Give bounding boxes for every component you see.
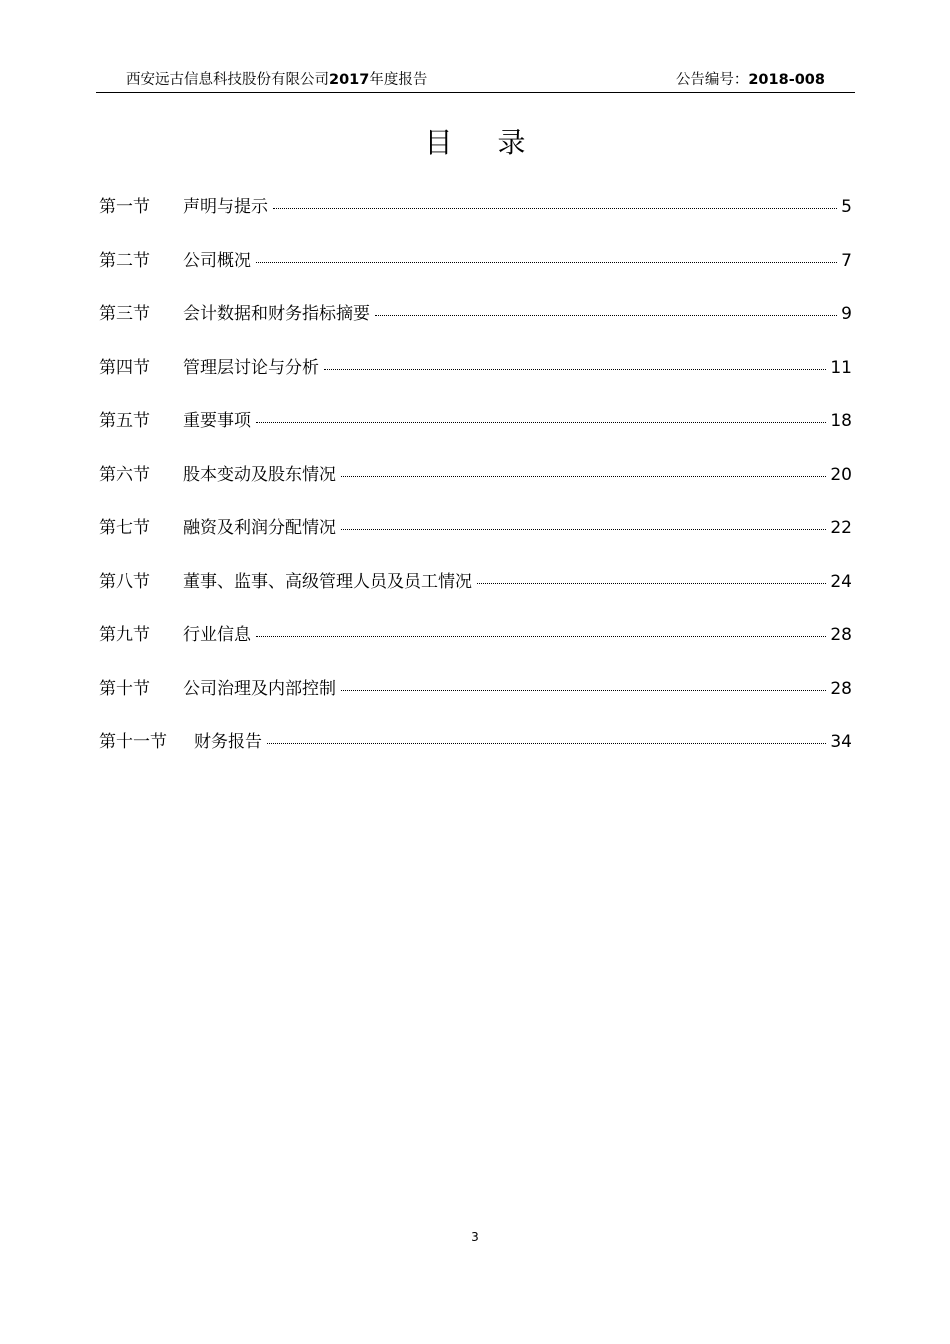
header-notice-label: 公告编号： bbox=[675, 72, 749, 88]
toc-section: 第三节 bbox=[99, 304, 150, 324]
toc-leader-dots bbox=[324, 369, 826, 370]
page-number: 3 bbox=[471, 1230, 479, 1244]
toc-page-number: 11 bbox=[830, 357, 852, 378]
toc-entry-name: 行业信息 bbox=[183, 625, 251, 645]
toc-section: 第六节 bbox=[99, 464, 150, 485]
toc-section: 第七节 bbox=[99, 518, 150, 538]
toc-entry[interactable] bbox=[99, 513, 852, 567]
toc-entry[interactable] bbox=[99, 727, 852, 781]
toc-entry[interactable] bbox=[99, 674, 852, 728]
toc-section: 第一节 bbox=[99, 197, 150, 217]
header-notice-number: 2018-008 bbox=[748, 72, 825, 88]
toc-entry-name: 公司治理及内部控制 bbox=[183, 678, 336, 699]
toc-entry-name: 会计数据和财务指标摘要 bbox=[183, 304, 370, 324]
toc-leader-dots bbox=[267, 743, 826, 744]
toc-entry-name: 财务报告 bbox=[194, 732, 262, 752]
toc-leader-dots bbox=[256, 262, 837, 263]
toc-section: 第十节 bbox=[99, 678, 150, 699]
toc-leader-dots bbox=[375, 315, 837, 316]
toc-entry[interactable] bbox=[99, 620, 852, 674]
toc-leader-dots bbox=[273, 208, 837, 209]
toc-section: 第八节 bbox=[99, 571, 150, 592]
header-year: 2017 bbox=[329, 72, 370, 88]
toc-section: 第九节 bbox=[99, 625, 150, 645]
toc-leader-dots bbox=[256, 422, 826, 423]
toc-list bbox=[99, 192, 852, 781]
toc-page-number: 28 bbox=[830, 625, 852, 645]
toc-leader-dots bbox=[341, 529, 826, 530]
toc-page-number: 34 bbox=[830, 732, 852, 752]
toc-entry[interactable] bbox=[99, 567, 852, 621]
toc-page-number: 24 bbox=[830, 571, 852, 592]
toc-page-number: 20 bbox=[830, 464, 852, 485]
toc-entry[interactable] bbox=[99, 246, 852, 300]
toc-leader-dots bbox=[341, 476, 826, 477]
toc-entry[interactable] bbox=[99, 406, 852, 460]
toc-leader-dots bbox=[256, 636, 826, 637]
toc-page-number: 22 bbox=[830, 518, 852, 538]
toc-entry-name: 声明与提示 bbox=[183, 197, 268, 217]
toc-entry-name: 董事、监事、高级管理人员及员工情况 bbox=[183, 571, 472, 592]
toc-entry-name: 重要事项 bbox=[183, 411, 251, 431]
toc-section: 第二节 bbox=[99, 250, 150, 271]
toc-page-number: 9 bbox=[841, 304, 852, 324]
toc-section: 第五节 bbox=[99, 411, 150, 431]
toc-section: 第四节 bbox=[99, 357, 150, 378]
toc-page-number: 5 bbox=[841, 197, 852, 217]
header-company: 西安远古信息科技股份有限公司 bbox=[126, 72, 329, 88]
toc-page-number: 18 bbox=[830, 411, 852, 431]
toc-page-number: 28 bbox=[830, 678, 852, 699]
toc-entry-name: 股本变动及股东情况 bbox=[183, 464, 336, 485]
header-report: 年度报告 bbox=[369, 72, 428, 88]
toc-page-number: 7 bbox=[841, 250, 852, 271]
toc-entry[interactable] bbox=[99, 192, 852, 246]
header-report-title bbox=[126, 68, 427, 89]
toc-entry-name: 公司概况 bbox=[183, 250, 251, 271]
toc-entry[interactable] bbox=[99, 353, 852, 407]
toc-entry[interactable] bbox=[99, 460, 852, 514]
toc-entry[interactable] bbox=[99, 299, 852, 353]
toc-section: 第十一节 bbox=[99, 732, 167, 752]
header-notice bbox=[676, 68, 825, 89]
toc-entry-name: 融资及利润分配情况 bbox=[183, 518, 336, 538]
toc-leader-dots bbox=[477, 583, 826, 584]
toc-title: 目 录 bbox=[424, 126, 544, 159]
toc-leader-dots bbox=[341, 690, 826, 691]
toc-entry-name: 管理层讨论与分析 bbox=[183, 357, 319, 378]
page-header bbox=[96, 68, 855, 93]
